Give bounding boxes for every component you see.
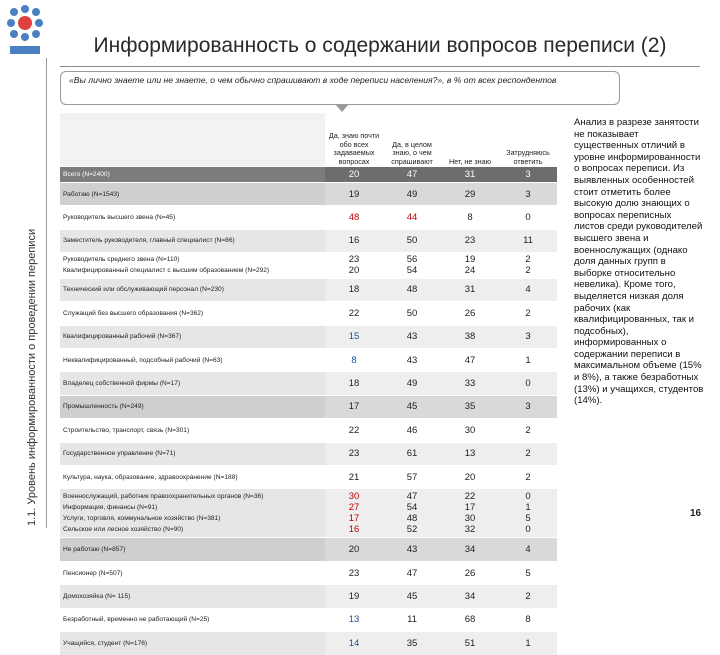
table-row	[60, 489, 557, 538]
value-cell	[383, 632, 441, 655]
value: 2	[525, 254, 531, 266]
table-row	[60, 278, 557, 301]
value-cell	[441, 229, 499, 252]
value-cell	[383, 561, 441, 584]
value: 23	[348, 448, 360, 460]
value: 46	[406, 424, 418, 436]
title-divider	[60, 66, 700, 67]
value: 2	[525, 471, 531, 483]
value-cell	[325, 253, 383, 279]
row-label: Домохозяйка (N= 115)	[63, 592, 131, 600]
value-cell	[383, 538, 441, 561]
value-cell	[499, 372, 557, 395]
value-cell	[441, 608, 499, 631]
row-label-cell	[60, 585, 325, 608]
value-cell	[325, 419, 383, 442]
value: 35	[464, 401, 476, 413]
value: 0	[525, 524, 531, 536]
value: 13	[348, 614, 360, 626]
value: 24	[464, 265, 476, 277]
row-label-cell	[60, 348, 325, 371]
row-label-cell	[60, 632, 325, 655]
value: 19	[464, 254, 476, 266]
value: 50	[406, 307, 418, 319]
value: 47	[406, 491, 418, 503]
value-cell	[499, 561, 557, 584]
value-cell	[383, 183, 441, 206]
value-cell	[441, 325, 499, 348]
value: 16	[348, 235, 360, 247]
value: 51	[464, 637, 476, 649]
value: 38	[464, 331, 476, 343]
value: 54	[406, 502, 418, 514]
value-cell	[383, 489, 441, 538]
value-cell	[499, 419, 557, 442]
value: 8	[467, 212, 473, 224]
value-cell	[499, 608, 557, 631]
row-label: Технический или обслуживающий персонал (N=230)	[63, 286, 224, 294]
value: 1	[525, 637, 531, 649]
row-label: Не работаю (N=857)	[63, 546, 126, 554]
row-label-cell	[60, 253, 325, 279]
table-row	[60, 465, 557, 488]
value-cell	[383, 465, 441, 488]
value: 47	[464, 354, 476, 366]
value: 20	[348, 169, 360, 180]
value: 22	[464, 491, 476, 503]
value: 2	[525, 424, 531, 436]
section-label: 1.1. Уровень информированности о проведении переписи	[26, 228, 38, 526]
value: 27	[348, 502, 360, 514]
value: 26	[464, 567, 476, 579]
row-label-cell	[60, 206, 325, 229]
value-cell	[499, 465, 557, 488]
callout-pointer	[335, 104, 349, 112]
value: 2	[525, 307, 531, 319]
value-cell	[383, 229, 441, 252]
table-row	[60, 632, 557, 655]
value: 54	[406, 265, 418, 277]
value: 48	[348, 212, 360, 224]
value-cell	[325, 183, 383, 206]
value: 31	[464, 169, 476, 180]
column-header: Затрудняюсь ответить	[499, 113, 557, 167]
row-label-cell	[60, 302, 325, 325]
value-cell	[325, 395, 383, 418]
row-label-cell	[60, 183, 325, 206]
value-cell	[441, 585, 499, 608]
table-row	[60, 419, 557, 442]
value: 2	[525, 265, 531, 277]
value: 5	[525, 567, 531, 579]
row-label-cell	[60, 465, 325, 488]
value-cell	[441, 419, 499, 442]
value: 18	[348, 284, 360, 296]
value-cell	[383, 167, 441, 183]
row-label: Строительство, транспорт, связь (N=301)	[63, 426, 190, 434]
value: 19	[348, 590, 360, 602]
value-cell	[441, 183, 499, 206]
row-label: Заместитель руководителя, главный специалист (N=86)	[63, 237, 235, 245]
value-cell	[325, 632, 383, 655]
value-cell	[441, 489, 499, 538]
column-header: Нет, не знаю	[441, 113, 499, 167]
table-row	[60, 206, 557, 229]
table-row	[60, 372, 557, 395]
row-label-cell	[60, 325, 325, 348]
value: 13	[464, 448, 476, 460]
page-number: 16	[690, 508, 702, 519]
value: 68	[464, 614, 476, 626]
value: 52	[406, 524, 418, 536]
value: 19	[348, 188, 360, 200]
table-row	[60, 183, 557, 206]
value: 34	[464, 590, 476, 602]
value-cell	[441, 302, 499, 325]
page-title: Информированность о содержании вопросов переписи (2)	[93, 34, 667, 57]
row-label: Владелец собственной фирмы (N=17)	[63, 380, 181, 388]
table-row	[60, 608, 557, 631]
value-cell	[383, 442, 441, 465]
row-label: Государственное управление (N=71)	[63, 450, 176, 458]
value: 1	[525, 354, 531, 366]
row-label: Пенсионер (N=507)	[63, 569, 123, 577]
value: 2	[525, 448, 531, 460]
value: 2	[525, 590, 531, 602]
row-label-cell	[60, 395, 325, 418]
value: 57	[406, 471, 418, 483]
row-label-cell	[60, 167, 325, 183]
value: 47	[406, 567, 418, 579]
table-row	[60, 302, 557, 325]
value-cell	[499, 302, 557, 325]
value-cell	[383, 419, 441, 442]
row-label: Неквалифицированный, подсобный рабочий (N=63)	[63, 356, 223, 364]
value-cell	[499, 585, 557, 608]
row-label: Культура, наука, образование, здравоохранение (N=188)	[63, 473, 238, 481]
value: 3	[525, 401, 531, 413]
row-label: Руководитель среднего звена (N=110)	[63, 256, 180, 264]
value: 14	[348, 637, 360, 649]
value-cell	[325, 372, 383, 395]
value: 43	[406, 331, 418, 343]
table-header-row	[60, 113, 557, 167]
value-cell	[325, 561, 383, 584]
survey-table	[60, 113, 557, 655]
value: 17	[348, 401, 360, 413]
value: 4	[525, 284, 531, 296]
value-cell	[499, 489, 557, 538]
value-cell	[499, 167, 557, 183]
value-cell	[441, 372, 499, 395]
value: 11	[523, 235, 533, 247]
value-cell	[441, 465, 499, 488]
row-label: Безработный, временно не работающий (N=25)	[63, 616, 210, 624]
value-cell	[499, 183, 557, 206]
value: 33	[464, 378, 476, 390]
value-cell	[383, 302, 441, 325]
table-row	[60, 538, 557, 561]
table-row	[60, 348, 557, 371]
row-label: Руководитель высшего звена (N=45)	[63, 214, 176, 222]
value-cell	[441, 348, 499, 371]
row-label-cell	[60, 278, 325, 301]
value-cell	[499, 538, 557, 561]
table-row	[60, 167, 557, 183]
value-cell	[441, 632, 499, 655]
row-label: Услуги, торговля, коммунальное хозяйство (N=381)	[63, 515, 221, 523]
row-label: Квалифицированный специалист с высшим образованием (N=292)	[63, 267, 270, 275]
value: 20	[348, 544, 360, 556]
row-label: Учащийся, студент (N=176)	[63, 639, 148, 647]
value-cell	[441, 395, 499, 418]
value: 17	[464, 502, 476, 514]
table-row	[60, 395, 557, 418]
value: 43	[406, 544, 418, 556]
value-cell	[441, 538, 499, 561]
value-cell	[325, 442, 383, 465]
row-label: Служащий без высшего образования (N=362)	[63, 309, 204, 317]
value: 0	[525, 212, 531, 224]
value-cell	[499, 206, 557, 229]
row-label: Сельское или лесное хозяйство (N=90)	[63, 526, 184, 534]
value-cell	[325, 206, 383, 229]
value: 44	[406, 212, 418, 224]
row-label-cell	[60, 489, 325, 538]
column-header: Да, знаю почти обо всех задаваемых вопросах	[325, 113, 383, 167]
value: 16	[348, 524, 360, 536]
row-label-cell	[60, 538, 325, 561]
value-cell	[383, 395, 441, 418]
value-cell	[383, 325, 441, 348]
value: 21	[348, 471, 360, 483]
value: 17	[348, 513, 360, 525]
value: 61	[406, 448, 418, 460]
value: 30	[464, 424, 476, 436]
value: 5	[525, 513, 531, 525]
row-label-cell	[60, 442, 325, 465]
value-cell	[325, 348, 383, 371]
value: 3	[525, 188, 531, 200]
value: 30	[464, 513, 476, 525]
value: 45	[406, 590, 418, 602]
value-cell	[383, 608, 441, 631]
value: 20	[464, 471, 476, 483]
value-cell	[441, 561, 499, 584]
value-cell	[441, 206, 499, 229]
value: 3	[525, 331, 531, 343]
value-cell	[325, 465, 383, 488]
value: 43	[406, 354, 418, 366]
table-row	[60, 229, 557, 252]
value: 0	[525, 378, 531, 390]
value: 8	[351, 354, 357, 366]
value: 32	[464, 524, 476, 536]
value: 31	[464, 284, 476, 296]
row-label-cell	[60, 419, 325, 442]
table-body	[60, 167, 557, 655]
value-cell	[383, 253, 441, 279]
value-cell	[441, 442, 499, 465]
value: 49	[406, 378, 418, 390]
value: 29	[464, 188, 476, 200]
value: 26	[464, 307, 476, 319]
row-label-cell	[60, 608, 325, 631]
value-cell	[325, 229, 383, 252]
value-cell	[325, 167, 383, 183]
row-label-cell	[60, 372, 325, 395]
value-cell	[499, 325, 557, 348]
row-label: Промышленность (N=249)	[63, 403, 144, 411]
value: 15	[348, 331, 360, 343]
analysis-text	[574, 117, 704, 407]
table-row	[60, 561, 557, 584]
header-corner	[60, 113, 325, 167]
value-cell	[325, 325, 383, 348]
census-logo-icon	[6, 4, 44, 58]
value-cell	[325, 608, 383, 631]
value-cell	[499, 278, 557, 301]
value: 3	[525, 169, 531, 180]
value: 50	[406, 235, 418, 247]
value-cell	[383, 278, 441, 301]
value: 23	[348, 254, 360, 266]
value: 35	[406, 637, 418, 649]
value-cell	[499, 229, 557, 252]
value: 23	[348, 567, 360, 579]
row-label: Квалифицированный рабочий (N=367)	[63, 333, 182, 341]
value: 30	[348, 491, 360, 503]
row-label: Информация, финансы (N=91)	[63, 504, 158, 512]
row-label: Работаю (N=1543)	[63, 190, 120, 198]
row-label-cell	[60, 229, 325, 252]
table-row	[60, 253, 557, 279]
value: 22	[348, 424, 360, 436]
table-row	[60, 325, 557, 348]
value-cell	[441, 253, 499, 279]
value: 18	[348, 378, 360, 390]
value-cell	[325, 302, 383, 325]
value: 23	[464, 235, 476, 247]
value: 49	[406, 188, 418, 200]
table-row	[60, 585, 557, 608]
value-cell	[383, 372, 441, 395]
value: 11	[407, 614, 417, 626]
value: 48	[406, 513, 418, 525]
value-cell	[499, 395, 557, 418]
value-cell	[383, 585, 441, 608]
analysis-paragraph: Анализ в разрезе занятости не показывает существенных отличий в уровне информированности о вопросах переписи. Из выявленных особенностей стоит отметить более высокую долю знающих о вопросах переписных листов среди руководителей высшего звена и военнослужащих (однако доля данных групп в выборке относительно невелика). Кроме того, выделяется низкая доля рабочих (как квалифицированных, так и подсобных), информированных о содержании переписи в максимальном объеме (15% и 8%), а также безработных (13%) и учащихся, студентов (14%).	[574, 117, 704, 407]
value: 1	[525, 502, 531, 514]
value: 22	[348, 307, 360, 319]
value: 48	[406, 284, 418, 296]
value-cell	[325, 585, 383, 608]
value: 4	[525, 544, 531, 556]
value: 34	[464, 544, 476, 556]
value-cell	[383, 348, 441, 371]
row-label-cell	[60, 561, 325, 584]
column-header: Да, в целом знаю, о чем спрашивают	[383, 113, 441, 167]
value-cell	[325, 489, 383, 538]
value: 45	[406, 401, 418, 413]
value-cell	[499, 632, 557, 655]
row-label: Военнослужащий, работник правоохранительных органов (N=36)	[63, 493, 264, 501]
value-cell	[325, 538, 383, 561]
value-cell	[325, 278, 383, 301]
table-row	[60, 442, 557, 465]
value-cell	[499, 348, 557, 371]
value-cell	[499, 253, 557, 279]
value: 20	[348, 265, 360, 277]
question-callout: «Вы лично знаете или не знаете, о чем обычно спрашивают в ходе переписи населения?», в % от всех респондентов	[60, 71, 620, 105]
value-cell	[441, 278, 499, 301]
value-cell	[383, 206, 441, 229]
row-label: Всего (N=2400)	[63, 171, 110, 178]
side-divider	[46, 58, 47, 528]
value-cell	[441, 167, 499, 183]
value: 0	[525, 491, 531, 503]
value: 8	[525, 614, 531, 626]
value-cell	[499, 442, 557, 465]
value: 47	[406, 169, 418, 180]
value: 56	[406, 254, 418, 266]
